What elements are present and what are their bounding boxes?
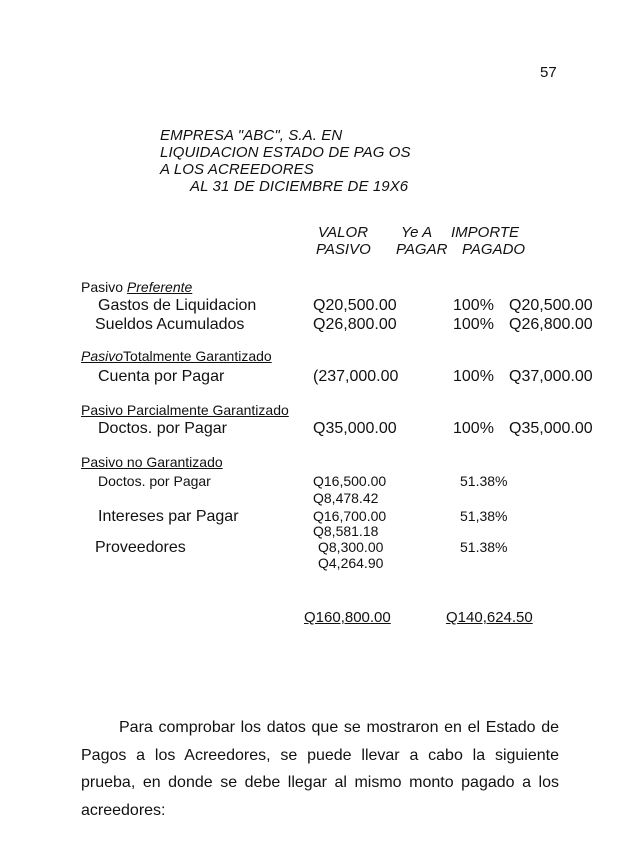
row-pagado: Q37,000.00 xyxy=(509,368,593,385)
section-word-pasivo: Pasivo xyxy=(81,454,124,470)
section-parcialmente-title: Pasivo Parcialmente Garantizado xyxy=(81,402,289,418)
section-preferente-title xyxy=(81,279,192,295)
row-valor: Q16,700.00 xyxy=(313,508,387,524)
row-valor: Q16,500.00 xyxy=(313,473,387,489)
body-paragraph: Para comprobar los datos que se mostraron en el Estado de Pagos a los Acreedores, se puede llevar a cabo la siguiente prueba, en donde se debe llegar al mismo monto pagado a los acreedores: xyxy=(81,719,559,819)
row-pagado: Q20,500.00 xyxy=(509,297,593,314)
row-pct: 100% xyxy=(453,368,494,385)
row-pagado: Q26,800.00 xyxy=(509,316,593,333)
row-valor: Q35,000.00 xyxy=(313,420,397,437)
row-valor: Q26,800.00 xyxy=(313,316,397,333)
row-pagado: Q8,478.42 xyxy=(313,490,379,506)
section-word-pasivo: Pasivo xyxy=(81,279,124,295)
header-valor: VALOR xyxy=(318,224,369,241)
row-label: Cuenta por Pagar xyxy=(98,368,225,385)
row-valor: (237,000.00 xyxy=(313,368,399,385)
row-pct: 100% xyxy=(453,316,494,333)
row-label: Doctos. por Pagar xyxy=(98,420,227,437)
row-label: Sueldos Acumulados xyxy=(95,316,245,333)
section-word-pasivo: Pasivo xyxy=(81,348,124,364)
section-word-preferente: Preferente xyxy=(126,279,193,295)
row-pct: 51,38% xyxy=(460,508,508,524)
header-pagado: PAGADO xyxy=(462,241,526,258)
section-no-garantizado-title xyxy=(81,454,223,470)
row-label: Proveedores xyxy=(95,539,186,556)
section-word-no-garantizado: no Garantizado xyxy=(123,454,223,470)
title-line-4: AL 31 DE DICIEMBRE DE 19X6 xyxy=(190,178,409,195)
row-label: Doctos. por Pagar xyxy=(98,473,211,489)
title-line-1: EMPRESA "ABC", S.A. EN xyxy=(160,127,343,144)
title-line-3: A LOS ACREEDORES xyxy=(160,161,314,178)
section-totalmente-title xyxy=(81,348,272,364)
page-number: 57 xyxy=(540,64,557,81)
total-pagado: Q140,624.50 xyxy=(446,609,533,626)
row-pct: 51.38% xyxy=(460,473,508,489)
row-pagado: Q8,581.18 xyxy=(313,523,379,539)
total-valor: Q160,800.00 xyxy=(304,609,391,626)
header-importe: IMPORTE xyxy=(451,224,520,241)
row-pct: 100% xyxy=(453,420,494,437)
row-valor: Q8,300.00 xyxy=(318,539,384,555)
header-pagar: PAGAR xyxy=(396,241,448,258)
header-pasivo: PASIVO xyxy=(316,241,371,258)
row-pagado: Q35,000.00 xyxy=(509,420,593,437)
header-ye-a: Ye A xyxy=(401,224,433,241)
row-pct: 51.38% xyxy=(460,539,508,555)
row-valor: Q20,500.00 xyxy=(313,297,397,314)
row-label: Intereses par Pagar xyxy=(98,508,239,525)
row-label: Gastos de Liquidacion xyxy=(98,297,257,314)
section-word-totalmente: Totalmente Garantizado xyxy=(123,348,272,364)
row-pct: 100% xyxy=(453,297,494,314)
row-pagado: Q4,264.90 xyxy=(318,555,384,571)
title-line-2: LIQUIDACION ESTADO DE PAG OS xyxy=(160,144,411,161)
